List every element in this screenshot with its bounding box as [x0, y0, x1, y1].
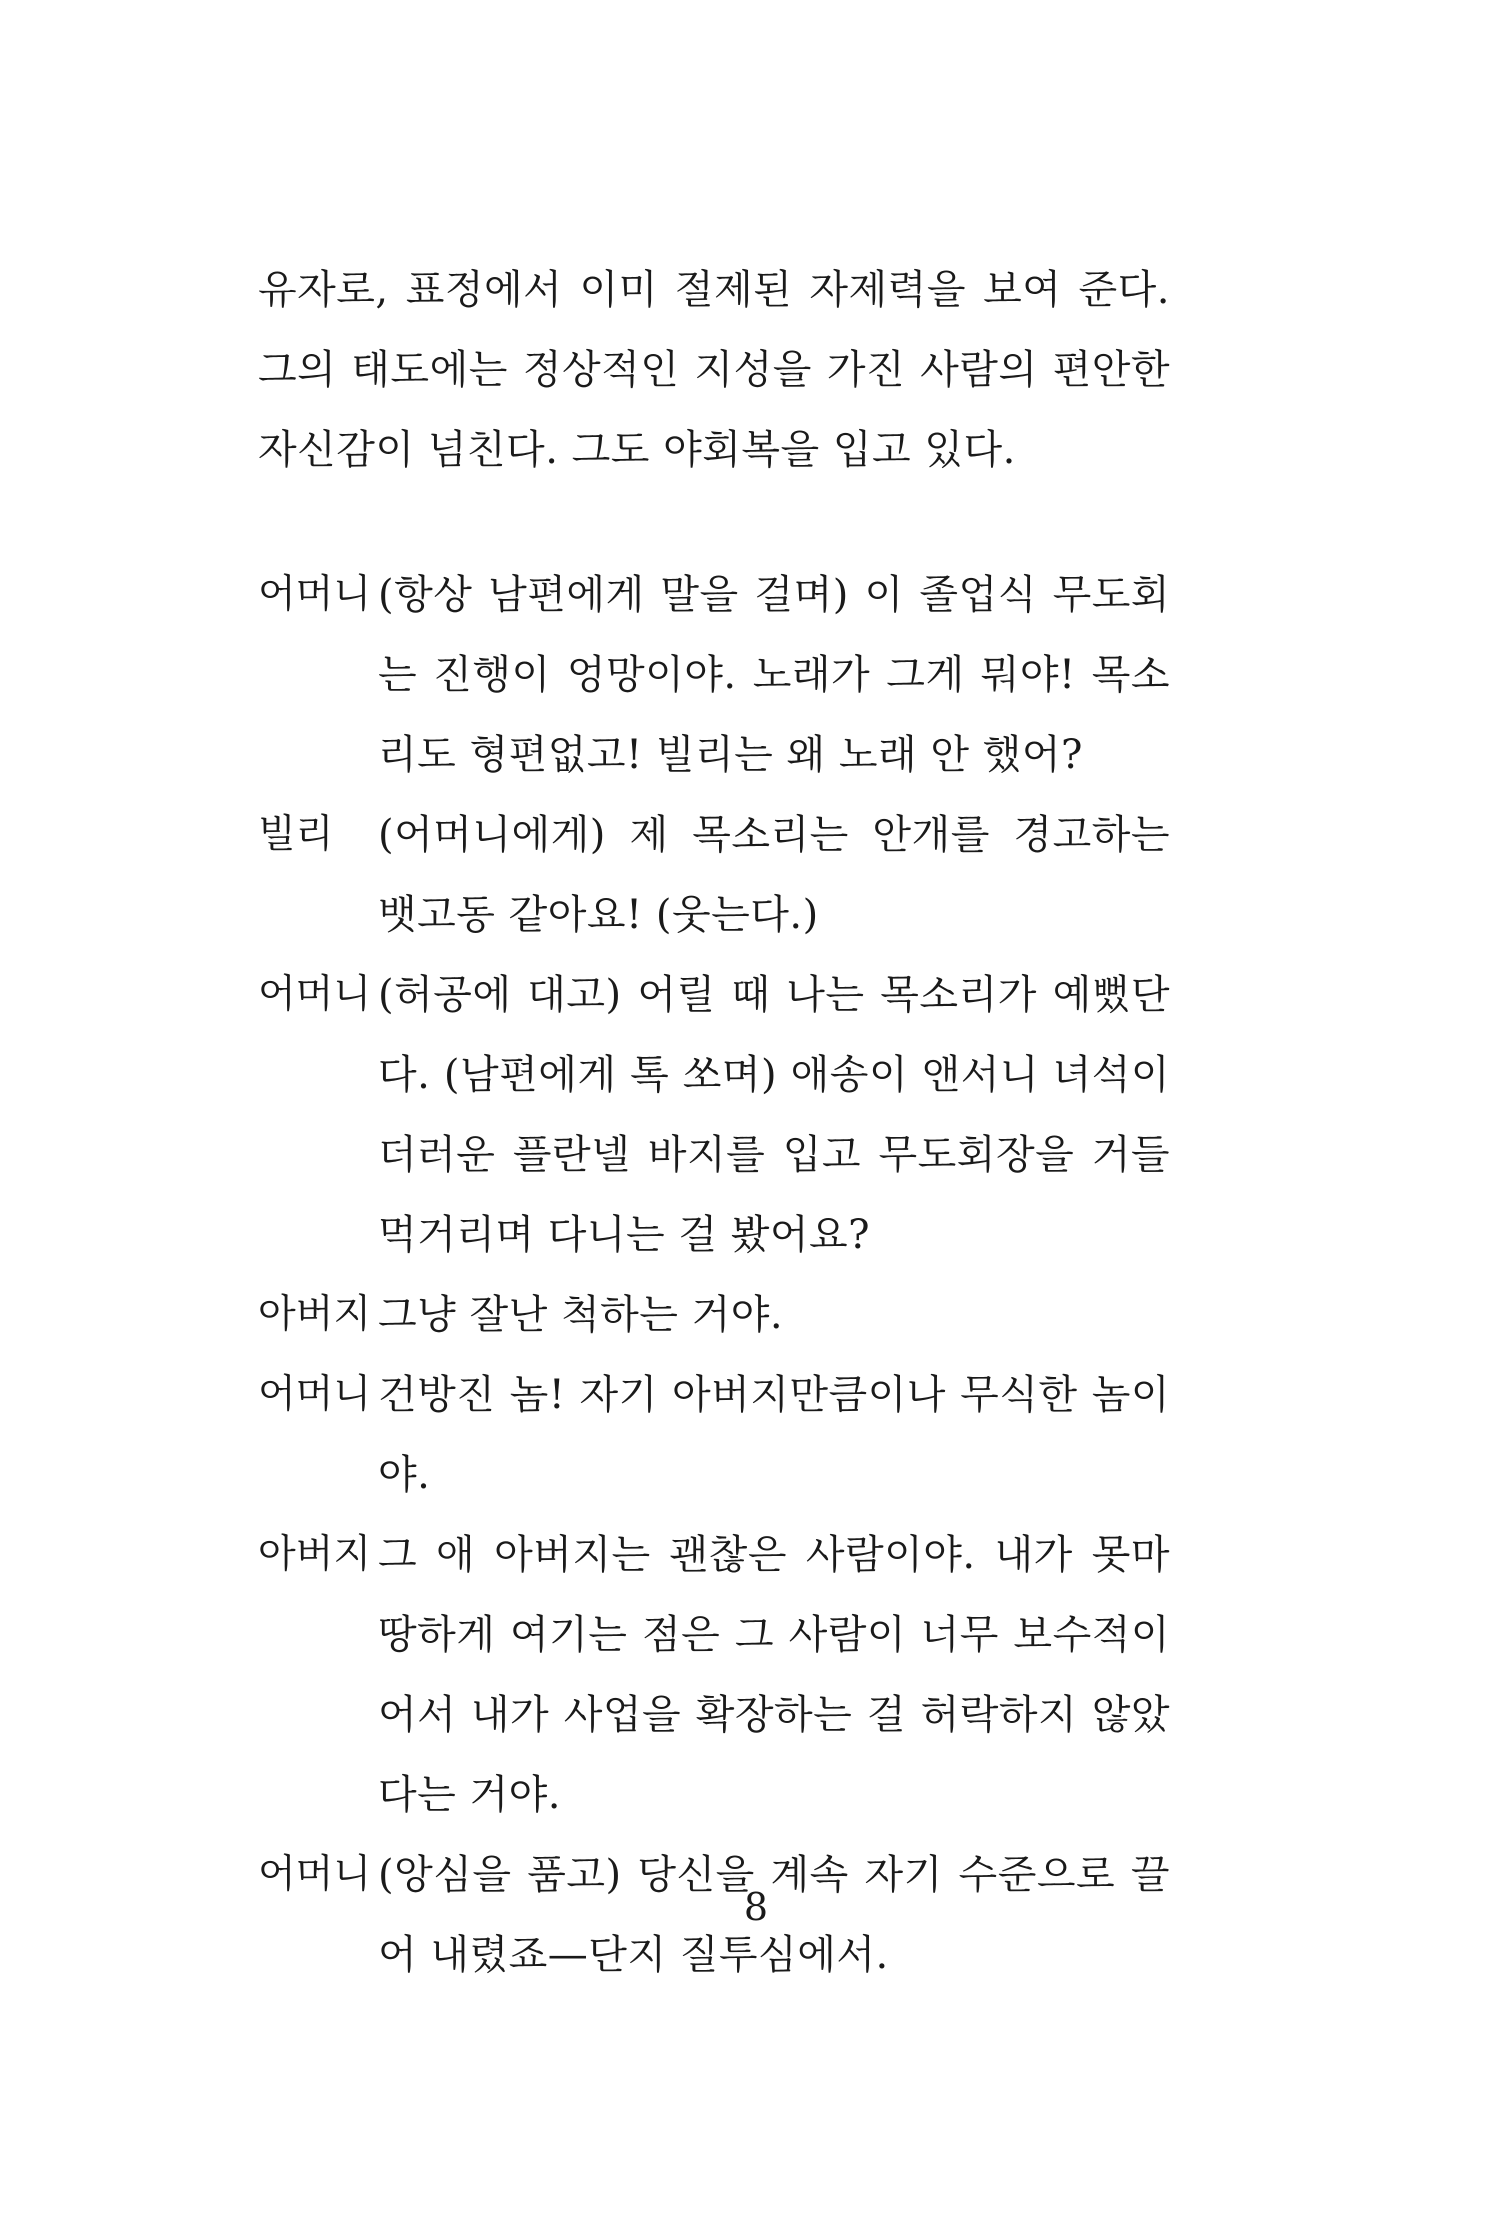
dialogue-block	[258, 555, 1170, 1995]
dialogue-line	[258, 555, 1170, 795]
speech-text: (항상 남편에게 말을 걸며) 이 졸업식 무도회는 진행이 엉망이야. 노래가 그게 뭐야! 목소리도 형편없고! 빌리는 왜 노래 안 했어?	[378, 572, 1170, 778]
speaker-name: 어머니	[258, 972, 372, 1017]
speech-text: 건방진 놈! 자기 아버지만큼이나 무식한 놈이야.	[378, 1372, 1170, 1498]
stage-direction: 유자로, 표정에서 이미 절제된 자제력을 보여 준다. 그의 태도에는 정상적인 지성을 가진 사람의 편안한 자신감이 넘친다. 그도 야회복을 입고 있다.	[258, 267, 1170, 473]
dialogue-line	[258, 1275, 1170, 1355]
dialogue-line	[258, 955, 1170, 1275]
speaker-name: 아버지	[258, 1292, 372, 1337]
page-number: 8	[743, 1885, 769, 1929]
speech-text: (허공에 대고) 어릴 때 나는 목소리가 예뻤단다. (남편에게 톡 쏘며) 애송이 앤서니 녀석이 더러운 플란넬 바지를 입고 무도회장을 거들먹거리며 다니는 걸 봤어요?	[378, 972, 1170, 1258]
dialogue-line	[258, 1355, 1170, 1515]
speech-text: (어머니에게) 제 목소리는 안개를 경고하는 뱃고동 같아요! (웃는다.)	[378, 812, 1170, 938]
speech-text: (앙심을 품고) 당신을 계속 자기 수준으로 끌어 내렸죠—단지 질투심에서.	[378, 1852, 1170, 1978]
speaker-name: 어머니	[258, 1372, 372, 1417]
dialogue-line	[258, 1515, 1170, 1835]
speech-text: 그 애 아버지는 괜찮은 사람이야. 내가 못마땅하게 여기는 점은 그 사람이 너무 보수적이어서 내가 사업을 확장하는 걸 허락하지 않았다는 거야.	[378, 1532, 1170, 1818]
speaker-name: 빌리	[258, 812, 334, 857]
speech-text: 그냥 잘난 척하는 거야.	[378, 1292, 784, 1338]
speaker-name: 어머니	[258, 1852, 372, 1897]
dialogue-line	[258, 795, 1170, 955]
speaker-name: 어머니	[258, 572, 372, 617]
speaker-name: 아버지	[258, 1532, 372, 1577]
